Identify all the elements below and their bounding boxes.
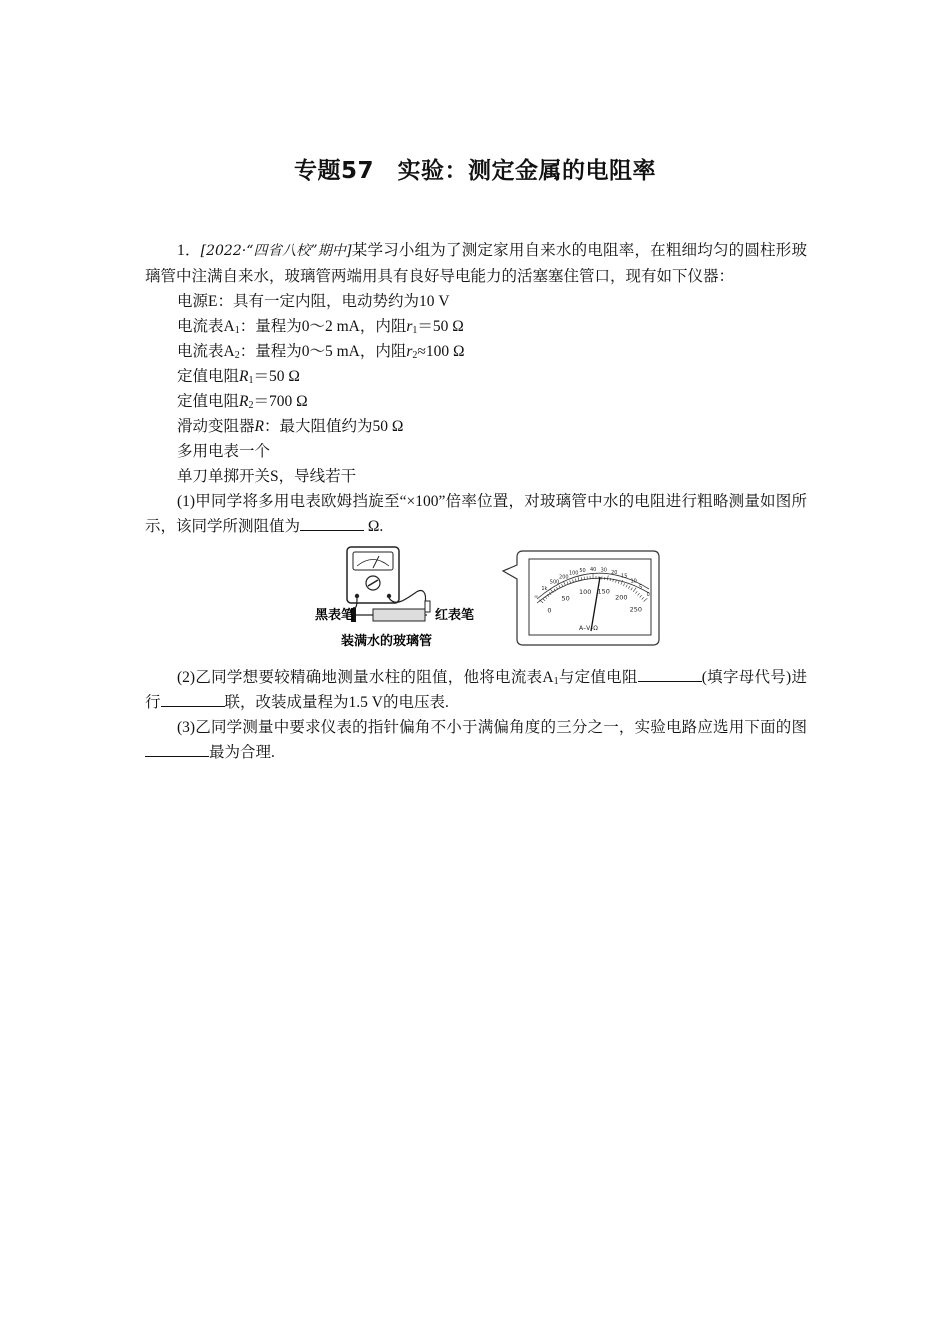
dial-label-lower: 0: [547, 606, 552, 615]
dial-label-outer: 5: [639, 584, 643, 591]
dial-label-outer: 40: [589, 567, 597, 574]
part-1: (1)甲同学将多用电表欧姆挡旋至“×100”倍率位置，对玻璃管中水的电阻进行粗略测量如图所示，该同学所测阻值为 Ω.: [145, 493, 807, 535]
answer-blank-3[interactable]: [161, 691, 225, 707]
dial-label-outer: 20: [611, 569, 618, 576]
multimeter-figure: [145, 545, 807, 655]
red-probe-icon: [425, 601, 430, 612]
answer-blank-1[interactable]: [300, 515, 364, 531]
black-probe-label: 黑表笔: [315, 608, 355, 623]
tube-caption: 装满水的玻璃管: [341, 634, 433, 649]
page-title: 专题57 实验：测定金属的电阻率: [293, 158, 656, 184]
dial-label-outer: 200: [559, 574, 569, 581]
equipment-power: 电源E：具有一定内阻，电动势约为10 V: [177, 293, 450, 310]
dial-label-outer: 15: [621, 573, 628, 580]
question-number: 1．: [177, 242, 201, 259]
question-source: [2022·“四省八校”期中]: [200, 243, 352, 259]
dial-label-outer: 0: [646, 592, 650, 599]
dial-label-lower: 50: [561, 594, 570, 603]
meter-label: A–V–Ω: [579, 625, 598, 632]
dial-label-outer: 50: [579, 567, 586, 574]
multimeter-icon: [347, 547, 399, 603]
question-intro-text: 某学习小组为了测定家用自来水的电阻率，在粗细均匀的圆柱形玻璃管中注满自来水，玻璃管两端用具有良好导电能力的活塞塞住管口，现有如下仪器：: [145, 242, 807, 285]
multimeter-diagram: [315, 545, 785, 655]
dial-label-outer: 30: [600, 567, 607, 574]
dial-label-lower: 200: [615, 593, 628, 602]
part-2: (2)乙同学想要较精确地测量水柱的阻值，他将电流表$A_1$与定值电阻 (填字母代号)进行 联，改装成量程为1.5 V的电压表.: [145, 665, 807, 715]
dial-label-lower: 250: [629, 605, 643, 614]
equipment-r2: 定值电阻$R_2=700$ Ω: [177, 393, 308, 411]
dial-label-outer: ∞: [534, 593, 539, 600]
equipment-a2: 电流表$A_2$：量程为0～5 mA，内阻$r_2\approx 100$ Ω: [177, 343, 465, 361]
equipment-multimeter: 多用电表一个: [177, 443, 271, 460]
equipment-rheostat: 滑动变阻器R：最大阻值约为50 Ω: [177, 418, 404, 435]
dial-label-lower: 150: [597, 587, 610, 596]
equipment-switch: 单刀单掷开关S，导线若干: [177, 468, 357, 485]
meter-dial-zoom: [503, 551, 659, 645]
equipment-a1: 电流表$A_1$：量程为0～2 mA，内阻$r_1=50$ Ω: [177, 318, 464, 336]
dial-label-lower: 100: [578, 587, 592, 596]
red-probe-label: 红表笔: [435, 608, 475, 623]
question-body: [145, 238, 807, 765]
part-3: (3)乙同学测量中要求仪表的指针偏角不小于满偏角度的三分之一，实验电路应选用下面的图最为合理.: [145, 715, 807, 765]
dial-label-outer: 1k: [541, 586, 548, 593]
equipment-r1: 定值电阻$R_1=50$ Ω: [177, 368, 300, 386]
answer-blank-2[interactable]: [638, 666, 702, 682]
glass-tube-icon: [373, 609, 425, 621]
question-intro: [145, 238, 807, 289]
answer-blank-4[interactable]: [145, 741, 209, 757]
dial-label-outer: 500: [549, 579, 560, 586]
dial-label-outer: 10: [630, 578, 637, 585]
dial-label-outer: 100: [568, 570, 579, 577]
